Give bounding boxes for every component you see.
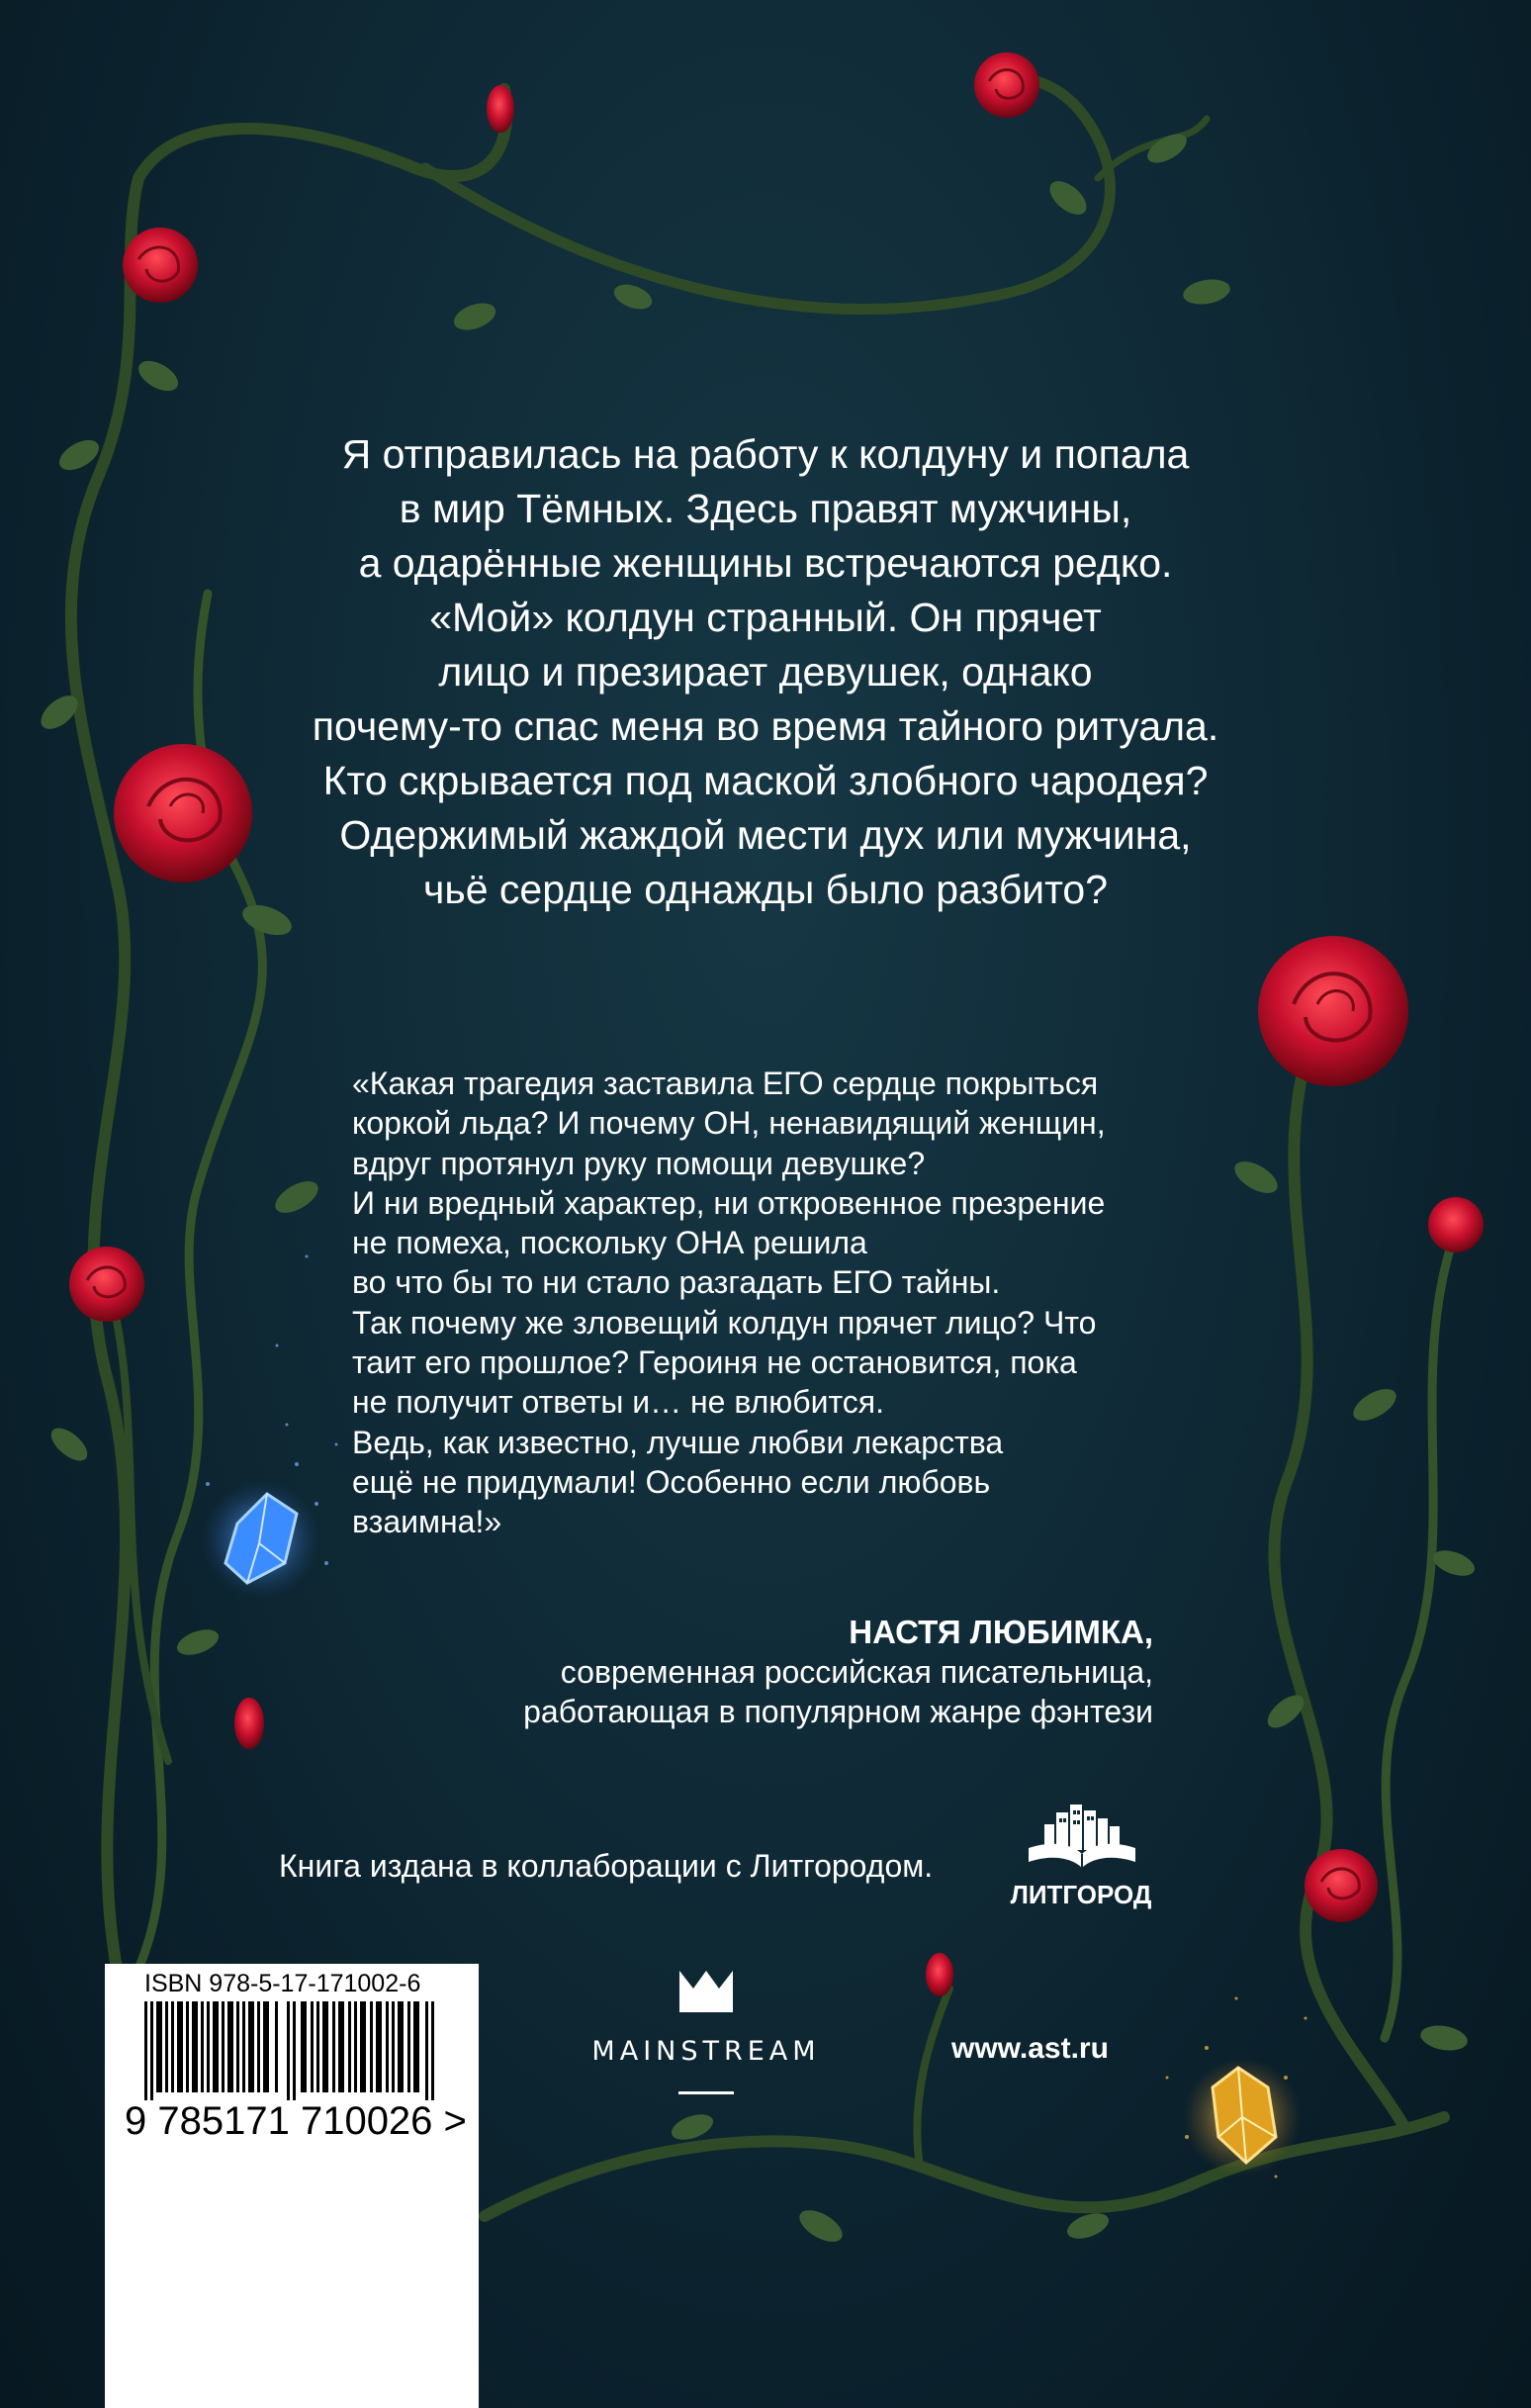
rose-right-small bbox=[1428, 1197, 1484, 1252]
bottom-vine-2 bbox=[917, 1989, 949, 2167]
author-credit bbox=[435, 1613, 1153, 1731]
rose-right-big bbox=[1258, 936, 1408, 1086]
blurb-line: а одарённые женщины встречаются редко. bbox=[358, 540, 1173, 586]
right-vine-2 bbox=[1385, 1237, 1454, 2038]
review-line: во что бы то ни стало разгадать ЕГО тайны. bbox=[352, 1264, 1001, 1301]
blurb-line: «Мой» колдун странный. Он прячет bbox=[429, 595, 1102, 640]
city-book-icon bbox=[1023, 1803, 1141, 1874]
rose-top-right bbox=[974, 52, 1039, 118]
review-line: взаимна!» bbox=[352, 1504, 502, 1540]
mainstream-underline bbox=[678, 2091, 734, 2094]
review-line: Ведь, как известно, лучше любви лекарства bbox=[352, 1424, 1004, 1460]
rose-right-low bbox=[1305, 1849, 1378, 1922]
review-line: ещё не придумали! Особенно если любовь bbox=[352, 1463, 991, 1500]
rose-bud-left-low bbox=[234, 1698, 264, 1749]
blurb-line: лицо и презирает девушек, однако bbox=[438, 649, 1093, 695]
review-line: не помеха, поскольку ОНА решила bbox=[352, 1225, 867, 1261]
litgorod-label: ЛИТГОРОД bbox=[1010, 1880, 1152, 1909]
blue-crystal bbox=[202, 1480, 320, 1599]
mainstream-label: MAINSTREAM bbox=[591, 2036, 821, 2067]
review-line: И ни вредный характер, ни откровенное презрение bbox=[352, 1184, 1106, 1221]
bottom-vine bbox=[485, 2117, 1444, 2216]
review-line: «Какая трагедия заставила ЕГО сердце покрыться bbox=[352, 1065, 1099, 1101]
isbn-number: ISBN 978-5-17-171002-6 bbox=[144, 1970, 421, 1997]
gold-crystal bbox=[1183, 2058, 1302, 2176]
publisher-website: www.ast.ru bbox=[951, 2032, 1109, 2065]
review-line: таит его прошлое? Героиня не остановится, пока bbox=[352, 1344, 1077, 1381]
barcode-panel bbox=[105, 1964, 479, 2408]
blurb-text bbox=[198, 427, 1333, 917]
blurb-line: Я отправилась на работу к колдуну и попала bbox=[341, 431, 1190, 477]
rose-left-mid bbox=[69, 1247, 144, 1322]
mainstream-logo bbox=[568, 1969, 845, 2097]
right-vine bbox=[1274, 1029, 1404, 2127]
author-desc-line: современная российская писательница, bbox=[560, 1654, 1153, 1690]
blurb-line: почему-то спас меня во время тайного ритуала. bbox=[312, 703, 1219, 749]
review-line: Так почему же зловещий колдун прячет лицо? Что bbox=[352, 1304, 1097, 1341]
barcode-digits: 9 785171 710026 > bbox=[125, 2099, 467, 2143]
rose-bud-top bbox=[487, 85, 514, 133]
litgorod-logo bbox=[1007, 1803, 1155, 1919]
collaboration-note: Книга издана в коллаборации с Литгородом. bbox=[279, 1848, 934, 1884]
review-line: не получит ответы и… не влюбится. bbox=[352, 1384, 884, 1421]
author-name: НАСТЯ ЛЮБИМКА, bbox=[849, 1614, 1153, 1650]
review-quote bbox=[352, 1064, 1222, 1542]
rose-bud-bottom bbox=[926, 1953, 953, 1996]
review-line: вдруг протянул руку помощи девушке? bbox=[352, 1145, 926, 1181]
blurb-line: чьё сердце однажды было разбито? bbox=[422, 867, 1108, 912]
review-line: коркой льда? И почему ОН, ненавидящий женщин, bbox=[352, 1105, 1106, 1142]
barcode-icon bbox=[144, 2001, 441, 2100]
crown-icon bbox=[677, 1969, 735, 2014]
author-desc-line: работающая в популярном жанре фэнтези bbox=[523, 1694, 1153, 1729]
blurb-line: Одержимый жаждой мести дух или мужчина, bbox=[339, 812, 1192, 858]
blurb-line: Кто скрывается под маской злобного чародея? bbox=[322, 758, 1209, 803]
rose-top-left bbox=[123, 228, 198, 303]
blurb-line: в мир Тёмных. Здесь правят мужчины, bbox=[399, 486, 1132, 531]
